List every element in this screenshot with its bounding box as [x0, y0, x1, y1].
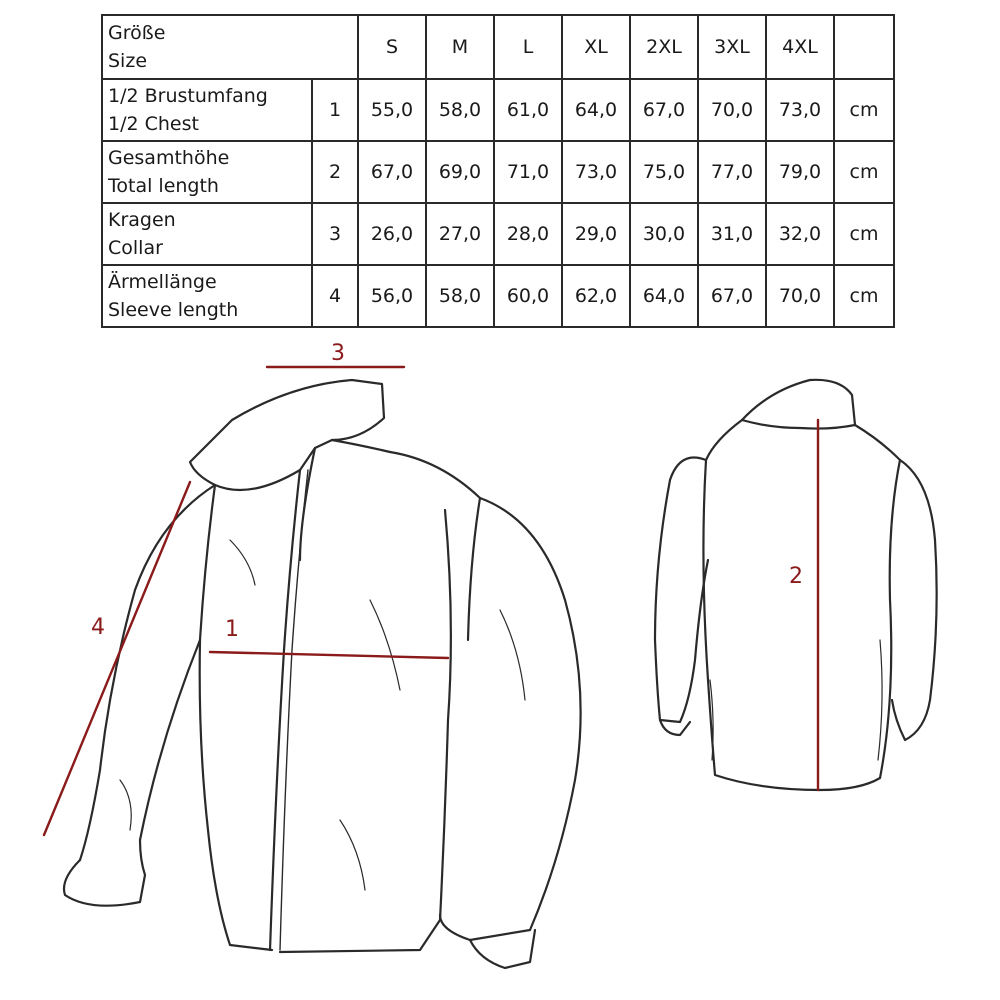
value-cell: 60,0	[494, 265, 562, 327]
size-label-de: Größe	[108, 22, 166, 44]
row-label-de: 1/2 Brustumfang	[108, 85, 268, 107]
unit-cell: cm	[834, 265, 894, 327]
length-marker-label: 2	[789, 564, 803, 589]
value-cell: 58,0	[426, 79, 494, 141]
value-cell: 62,0	[562, 265, 630, 327]
size-col-xl: XL	[562, 15, 630, 79]
size-col-s: S	[358, 15, 426, 79]
row-number: 2	[312, 141, 358, 203]
row-label-en: Total length	[108, 175, 219, 197]
value-cell: 73,0	[562, 141, 630, 203]
value-cell: 30,0	[630, 203, 698, 265]
row-label-en: Sleeve length	[108, 299, 239, 321]
value-cell: 64,0	[562, 79, 630, 141]
sleeve-marker-label: 4	[91, 615, 105, 640]
chest-measure-line	[210, 652, 448, 658]
value-cell: 77,0	[698, 141, 766, 203]
size-col-4xl: 4XL	[766, 15, 834, 79]
value-cell: 58,0	[426, 265, 494, 327]
value-cell: 55,0	[358, 79, 426, 141]
row-label-de: Ärmellänge	[108, 271, 217, 293]
row-number: 4	[312, 265, 358, 327]
value-cell: 71,0	[494, 141, 562, 203]
size-col-m: M	[426, 15, 494, 79]
unit-cell: cm	[834, 203, 894, 265]
row-label-en: Collar	[108, 237, 163, 259]
value-cell: 28,0	[494, 203, 562, 265]
value-cell: 26,0	[358, 203, 426, 265]
value-cell: 75,0	[630, 141, 698, 203]
value-cell: 79,0	[766, 141, 834, 203]
value-cell: 70,0	[698, 79, 766, 141]
value-cell: 32,0	[766, 203, 834, 265]
value-cell: 64,0	[630, 265, 698, 327]
value-cell: 31,0	[698, 203, 766, 265]
size-col-3xl: 3XL	[698, 15, 766, 79]
row-number: 1	[312, 79, 358, 141]
row-label-de: Gesamthöhe	[108, 147, 230, 169]
row-number: 3	[312, 203, 358, 265]
unit-cell: cm	[834, 79, 894, 141]
sleeve-measure-line	[44, 482, 190, 835]
value-cell: 67,0	[358, 141, 426, 203]
value-cell: 70,0	[766, 265, 834, 327]
value-cell: 67,0	[698, 265, 766, 327]
value-cell: 29,0	[562, 203, 630, 265]
chest-marker-label: 1	[225, 617, 239, 642]
front-jacket-outline	[64, 380, 581, 968]
value-cell: 73,0	[766, 79, 834, 141]
size-label-en: Size	[108, 50, 148, 72]
collar-marker-label: 3	[331, 341, 345, 366]
size-col-2xl: 2XL	[630, 15, 698, 79]
row-label-de: Kragen	[108, 209, 176, 231]
value-cell: 27,0	[426, 203, 494, 265]
value-cell: 56,0	[358, 265, 426, 327]
size-col-l: L	[494, 15, 562, 79]
value-cell: 67,0	[630, 79, 698, 141]
value-cell: 61,0	[494, 79, 562, 141]
unit-cell: cm	[834, 141, 894, 203]
row-label-en: 1/2 Chest	[108, 113, 199, 135]
value-cell: 69,0	[426, 141, 494, 203]
